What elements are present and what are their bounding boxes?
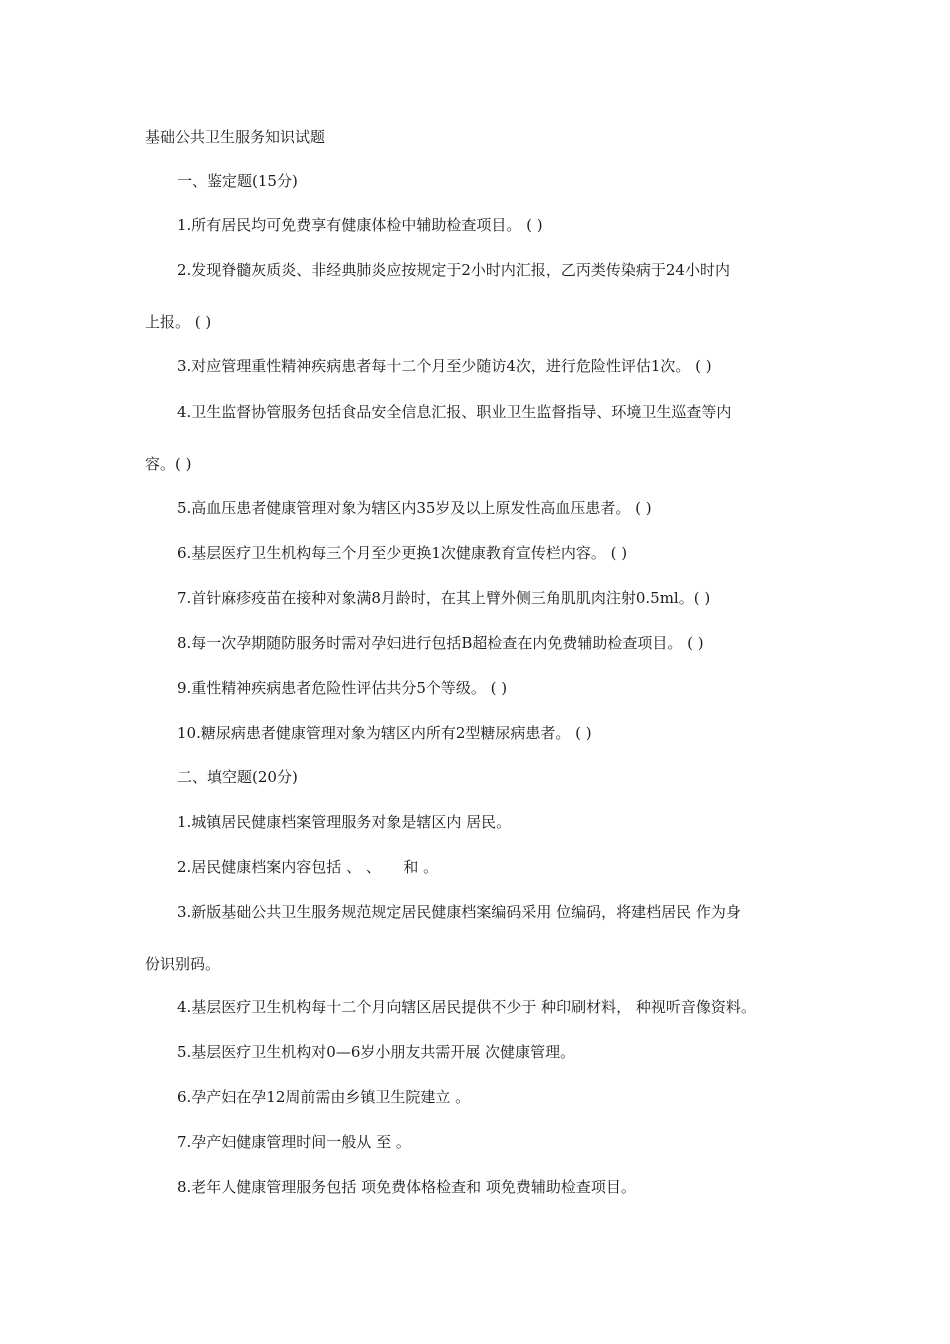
fill-question: 2.居民健康档案内容包括 、 、 和 。 — [177, 858, 439, 876]
fill-question: 3.新版基础公共卫生服务规范规定居民健康档案编码采用 位编码，将建档居民 作为身 — [177, 903, 741, 921]
fill-question: 7.孕产妇健康管理时间一般从 至 。 — [177, 1133, 411, 1151]
document-title: 基础公共卫生服务知识试题 — [145, 128, 326, 146]
fill-question: 5.基层医疗卫生机构对0—6岁小朋友共需开展 次健康管理。 — [177, 1043, 576, 1061]
fill-question: 1.城镇居民健康档案管理服务对象是辖区内 居民。 — [177, 813, 512, 831]
judge-question: 8.每一次孕期随防服务时需对孕妇进行包括B超检查在内免费辅助检查项目。 ( ) — [177, 634, 704, 652]
fill-question-continuation: 份识别码。 — [145, 955, 221, 973]
fill-question: 8.老年人健康管理服务包括 项免费体格检查和 项免费辅助检查项目。 — [177, 1178, 636, 1196]
judge-question: 10.糖尿病患者健康管理对象为辖区内所有2型糖尿病患者。 ( ) — [177, 724, 592, 742]
judge-question: 9.重性精神疾病患者危险性评估共分5个等级。 ( ) — [177, 679, 508, 697]
judge-question: 3.对应管理重性精神疾病患者每十二个月至少随访4次，进行危险性评估1次。 ( ) — [177, 357, 712, 375]
section-heading-fill: 二、填空题(20分) — [177, 768, 298, 786]
judge-question: 4.卫生监督协管服务包括食品安全信息汇报、职业卫生监督指导、环境卫生巡查等内 — [177, 403, 732, 421]
fill-question: 6.孕产妇在孕12周前需由乡镇卫生院建立 。 — [177, 1088, 471, 1106]
judge-question: 1.所有居民均可免费享有健康体检中辅助检查项目。 ( ) — [177, 216, 543, 234]
judge-question: 5.高血压患者健康管理对象为辖区内35岁及以上原发性高血压患者。 ( ) — [177, 499, 652, 517]
fill-question: 4.基层医疗卫生机构每十二个月向辖区居民提供不少于 种印刷材料， 种视听音像资料。 — [177, 998, 756, 1016]
judge-question-continuation: 上报。 ( ) — [145, 313, 212, 331]
judge-question: 2.发现脊髓灰质炎、非经典肺炎应按规定于2小时内汇报，乙丙类传染病于24小时内 — [177, 261, 730, 279]
judge-question: 6.基层医疗卫生机构每三个月至少更换1次健康教育宣传栏内容。 ( ) — [177, 544, 628, 562]
section-heading-judge: 一、鉴定题(15分) — [177, 172, 298, 190]
judge-question-continuation: 容。( ) — [145, 455, 192, 473]
judge-question: 7.首针麻疹疫苗在接种对象满8月龄时，在其上臂外侧三角肌肌肉注射0.5ml。( ) — [177, 589, 711, 607]
